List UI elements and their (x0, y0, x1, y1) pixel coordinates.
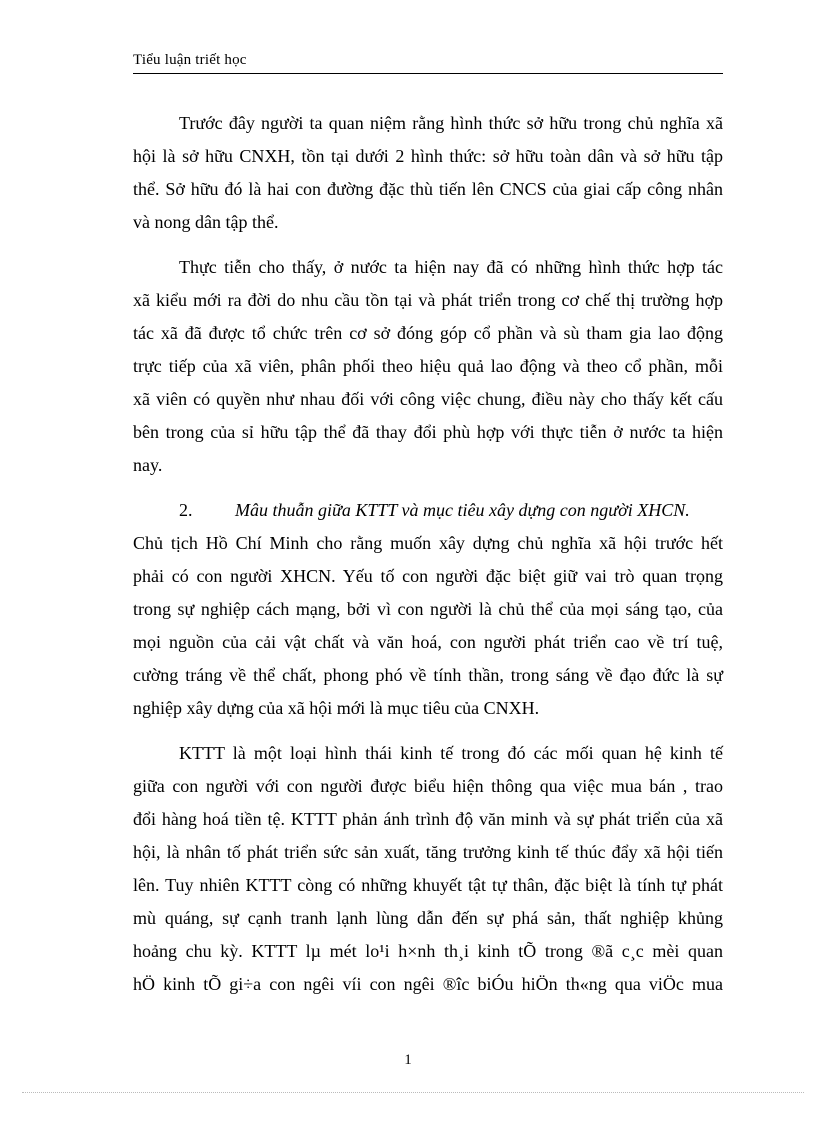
text-line: phải có con người XHCN. Yếu tố con người đặc biệt giữ vai trò quan trọng (133, 566, 723, 586)
text-line: Trước đây người ta quan niệm rằng hình thức sở hữu trong chủ nghĩa xã (179, 113, 723, 133)
section-number: 2. (179, 500, 193, 520)
text-line: nghiệp xây dựng của xã hội mới là mục tiêu của CNXH. (133, 698, 540, 718)
text-line: hội là sở hữu CNXH, tồn tại dưới 2 hình thức: sở hữu toàn dân và sở hữu tập (133, 146, 723, 166)
text-line: hội, là nhân tố phát triển sức sản xuất, tăng trưởng kinh tế thúc đẩy xã hội tiến (133, 842, 723, 862)
text-line: trong sự nghiệp cách mạng, bởi vì con người là chủ thể của mọi sáng tạo, của (133, 599, 723, 619)
page-header: Tiểu luận triết học (133, 52, 723, 74)
text-line: KTTT là một loại hình thái kinh tế trong đó các mối quan hệ kinh tế (179, 743, 723, 763)
text-line: và nong dân tập thể. (133, 212, 279, 232)
paragraph-4 (133, 737, 723, 1001)
text-line: hÖ kinh tÕ gi÷a con ngêi víi con ngêi ®îc biÓu hiÖn th«ng qua viÖc mua (133, 974, 723, 994)
text-line: nay. (133, 455, 163, 475)
text-line: bên trong của sỉ hữu tập thể đã thay đổi phù hợp với thực tiễn ở nước ta hiện (133, 422, 723, 442)
text-line: trực tiếp của xã viên, phân phối theo hiệu quả lao động và theo cổ phần, mỗi (133, 356, 723, 376)
text-line: lên. Tuy nhiên KTTT còng có những khuyết tật tự thân, đặc biệt là tính tự phát (133, 875, 723, 895)
text-line: tác xã đã được tổ chức trên cơ sở đóng góp cổ phần và sù tham gia lao động (133, 323, 723, 343)
page-bottom-divider (22, 1092, 804, 1093)
page-body (133, 107, 723, 1001)
text-line: xã viên có quyền như nhau đối với công việc chung, điều này cho thấy kết cấu (133, 389, 723, 409)
section-title: Mâu thuẫn giữa KTTT và mục tiêu xây dựng con người XHCN. (235, 500, 690, 520)
text-line: thể. Sở hữu đó là hai con đường đặc thù tiến lên CNCS của giai cấp công nhân (133, 179, 723, 199)
text-line: đổi hàng hoá tiền tệ. KTTT phản ánh trình độ văn minh và sự phát triển của xã (133, 809, 723, 829)
paragraph-3 (133, 494, 723, 725)
text-line: Chủ tịch Hồ Chí Minh cho rằng muốn xây dựng chủ nghĩa xã hội trước hết (133, 533, 723, 553)
text-line: Thực tiễn cho thấy, ở nước ta hiện nay đã có những hình thức hợp tác (179, 257, 723, 277)
text-line: mọi nguồn của cải vật chất và văn hoá, con người phát triển cao về trí tuệ, (133, 632, 723, 652)
section-heading (133, 494, 723, 527)
text-line: mù quáng, sự cạnh tranh lạnh lùng dẫn đến sự phá sản, thất nghiệp khủng (133, 908, 723, 928)
text-line: hoảng chu kỳ. KTTT lµ mét lo¹i h×nh th¸i kinh tÕ trong ®ã c¸c mèi quan (133, 941, 723, 961)
text-line: cường tráng về thể chất, phong phó về tính thần, trong sáng về đạo đức là sự (133, 665, 723, 685)
paragraph-1 (133, 107, 723, 239)
text-line: xã kiểu mới ra đời do nhu cầu tồn tại và phát triển trong cơ chế thị trường hợp (133, 290, 723, 310)
page-number: 1 (404, 1052, 412, 1068)
paragraph-2 (133, 251, 723, 482)
text-line: giữa con người với con người được biểu hiện thông qua việc mua bán , trao (133, 776, 723, 796)
